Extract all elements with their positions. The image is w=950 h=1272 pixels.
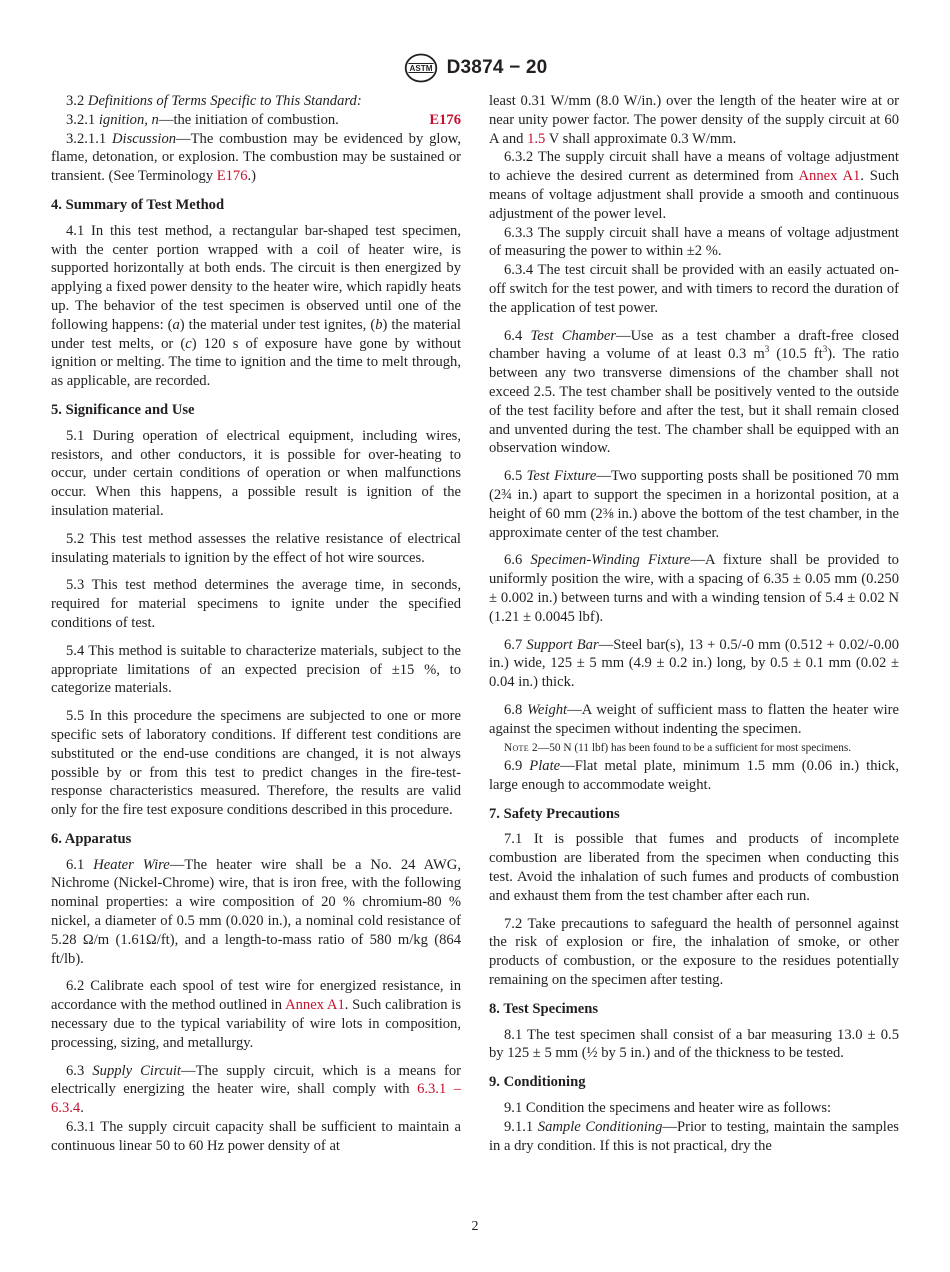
heading-conditioning: 9. Conditioning [489, 1074, 586, 1091]
svg-text:ASTM: ASTM [409, 64, 433, 74]
section-6-7: 6.7 Support Bar—Steel bar(s), 13 + 0.5/-0 mm (0.512 + 0.02/-0.00 in.) wide, 125 ± 5 mm (4.9 ± 0.2 in.) long, by 0.5 ± 0.1 mm (0.02 ± 0.04 in.) thick. [489, 636, 900, 691]
section-9-1: 9.1 Condition the specimens and heater wire as follows: [504, 1099, 832, 1116]
section-6-8: 6.8 Weight—A weight of sufficient mass to flatten the heater wire against the specimen without indenting the specimen. [489, 701, 900, 737]
heading-apparatus: 6. Apparatus [51, 830, 132, 847]
section-6-3-3: 6.3.3 The supply circuit shall have a means of voltage adjustment of measuring the power to within ±2 %. [489, 224, 899, 260]
note-2: Note 2—50 N (11 lbf) has been found to be a sufficient for most specimens. [504, 741, 852, 754]
section-6-3: 6.3 Supply Circuit—The supply circuit, which is a means for electrically energizing the heater wire, shall comply with 6.3.1 – 6.3.4. [51, 1062, 462, 1117]
section-6-3-4: 6.3.4 The test circuit shall be provided with an easily actuated on-off switch for the test power, and with timers to record the duration of the application of test power. [489, 262, 899, 316]
page-header [0, 52, 950, 89]
heading-specimens: 8. Test Specimens [489, 1000, 599, 1017]
left-column [51, 92, 461, 1156]
section-6-9: 6.9 Plate—Flat metal plate, minimum 1.5 mm (0.06 in.) thick, large enough to accommodate weight. [489, 758, 899, 793]
ref-link-annex-a1[interactable]: Annex A1 [285, 997, 345, 1014]
section-4-1: 4.1 In this test method, a rectangular bar-shaped test specimen, with the center portion wrapped with a coil of heater wire, is supported horizontally at both ends. The circuit is then energized by applying a fixed power density to the heater wire, which rapidly heats up. The behavior of the test specimen is observed until one of the following happens: (a) the material under test ignites, (b) the material under test melts, or (c) 120 s of exposure have gone by without ignition or melting. The time to ignition and the time to melt through, as applicable, are recorded. [51, 222, 461, 390]
section-6-3-1-cont: least 0.31 W/mm (8.0 W/in.) over the length of the heater wire at or near unity power factor. The power density of the supply circuit at 60 A and 1.5 V shall approximate 0.3 W/mm. [489, 93, 899, 147]
section-6-6: 6.6 Specimen-Winding Fixture—A fixture shall be provided to uniformly position the wire, with a spacing of 6.35 ± 0.05 mm (0.250 ± 0.002 in.) between turns and with a winding tension of 5.4 ± 0.02 N (1.21 ± 0.0045 lbf). [489, 552, 899, 625]
heading-significance: 5. Significance and Use [51, 401, 195, 418]
section-7-1: 7.1 It is possible that fumes and products of incomplete combustion are liberated from the specimen when conducting this test. Avoid the inhalation of such fumes and products of combustion and exhaust them from the test chamber after each run. [489, 831, 899, 904]
section-6-2: 6.2 Calibrate each spool of test wire for energized resistance, in accordance with the method outlined in Annex A1. Such calibration is necessary due to the typical variability of wire lots in composition, processing, sizing, and metallurgy. [51, 978, 461, 1051]
section-9-1-1: 9.1.1 Sample Conditioning—Prior to testing, maintain the samples in a dry condition. If this is not practical, dry the [489, 1118, 899, 1154]
section-6-1: 6.1 Heater Wire—The heater wire shall be a No. 24 AWG, Nichrome (Nickel-Chrome) wire, that is iron free, with the following nominal properties: a wire composition of 20 % chromium-80 % nickel, a diameter of 0.5 mm (0.020 in.), a nominal cold resistance of 5.28 Ω/m (1.61Ω/ft), and a length-to-mass ratio of 580 m/kg (864 ft/lb). [51, 856, 461, 967]
ref-link-6-3-1[interactable]: 6.3.1 – 6.3.4 [51, 1081, 461, 1117]
section-5-1: 5.1 During operation of electrical equipment, including wires, resistors, and other conductors, it is possible for over-heating to occur, under certain conditions of operation or when malfunctions occur. When this happens, a possible result is ignition of the insulation material. [51, 427, 461, 519]
ref-link-1-5[interactable]: 1.5 [527, 130, 546, 147]
astm-logo-icon [403, 52, 439, 84]
section-6-5: 6.5 Test Fixture—Two supporting posts shall be positioned 70 mm (2¾ in.) apart to support the specimen in a horizontal position, at a height of 60 mm (2⅜ in.) above the bottom of the test chamber, in the approximate center of the test chamber. [489, 468, 899, 541]
page-number: 2 [471, 1219, 479, 1234]
section-3-2-1-1: 3.2.1.1 Discussion—The combustion may be evidenced by glow, flame, detonation, or explosion. The combustion may be sustained or transient. (See Terminology E176.) [51, 130, 461, 185]
ref-link-e176-inline[interactable]: E176 [216, 168, 248, 185]
section-3-2-1: 3.2.1 ignition, n—the initiation of combustion. E176 [66, 111, 461, 128]
section-5-2: 5.2 This test method assesses the relative resistance of electrical insulating materials to ignition by the effect of hot wire sources. [51, 530, 461, 566]
heading-safety: 7. Safety Precautions [489, 805, 620, 822]
section-6-3-1: 6.3.1 The supply circuit capacity shall be sufficient to maintain a continuous linear 50 to 60 Hz power density of at [51, 1119, 461, 1154]
document-id: D3874 − 20 [446, 57, 548, 78]
section-8-1: 8.1 The test specimen shall consist of a bar measuring 13.0 ± 0.5 by 125 ± 5 mm (½ by 5 in.) and of the thickness to be tested. [489, 1026, 899, 1062]
heading-summary: 4. Summary of Test Method [51, 196, 225, 213]
section-5-3: 5.3 This test method determines the average time, in seconds, required for material specimens to ignite under the specified conditions of test. [51, 577, 461, 631]
section-5-5: 5.5 In this procedure the specimens are subjected to one or more specific sets of laboratory conditions. If different test conditions are substituted or the end-use conditions are changed, it is not always possible by or from this test to predict changes in the fire-test-response characteristics measured. Therefore, the results are valid only for the fire test exposure conditions described in this procedure. [51, 708, 461, 819]
section-3-2: 3.2 Definitions of Terms Specific to This Standard: [66, 93, 362, 109]
ref-link-annex-a1-2[interactable]: Annex A1 [798, 168, 861, 185]
section-6-4: 6.4 Test Chamber—Use as a test chamber a draft-free closed chamber having a volume of at least 0.3 $m^3$ (10.5 $ft^3$). The ratio between any two transverse dimensions of the chamber shall not exceed 2.5. The test chamber shall be positively vented to the outside of the test facility before and after the test, but it shall remain closed and unvented during the test. The chamber shall be equipped with an observation window. [489, 327, 899, 457]
ref-link-e176[interactable]: E176 [429, 111, 461, 128]
section-5-4: 5.4 This method is suitable to characterize materials, subject to the appropriate limitations of an expected precision of ±15 %, to categorize materials. [51, 642, 461, 697]
right-column [489, 92, 899, 1155]
section-6-3-2: 6.3.2 The supply circuit shall have a means of voltage adjustment to achieve the desired current as determined from Annex A1. Such means of voltage adjustment shall provide a smooth and continuous adjustment of the power level. [489, 149, 899, 222]
section-7-2: 7.2 Take precautions to safeguard the health of personnel against the risk of explosion or fire, the inhalation of smoke, or other products of combustion, or the exposure to the residues potentially remaining on the specimen after testing. [489, 915, 899, 988]
